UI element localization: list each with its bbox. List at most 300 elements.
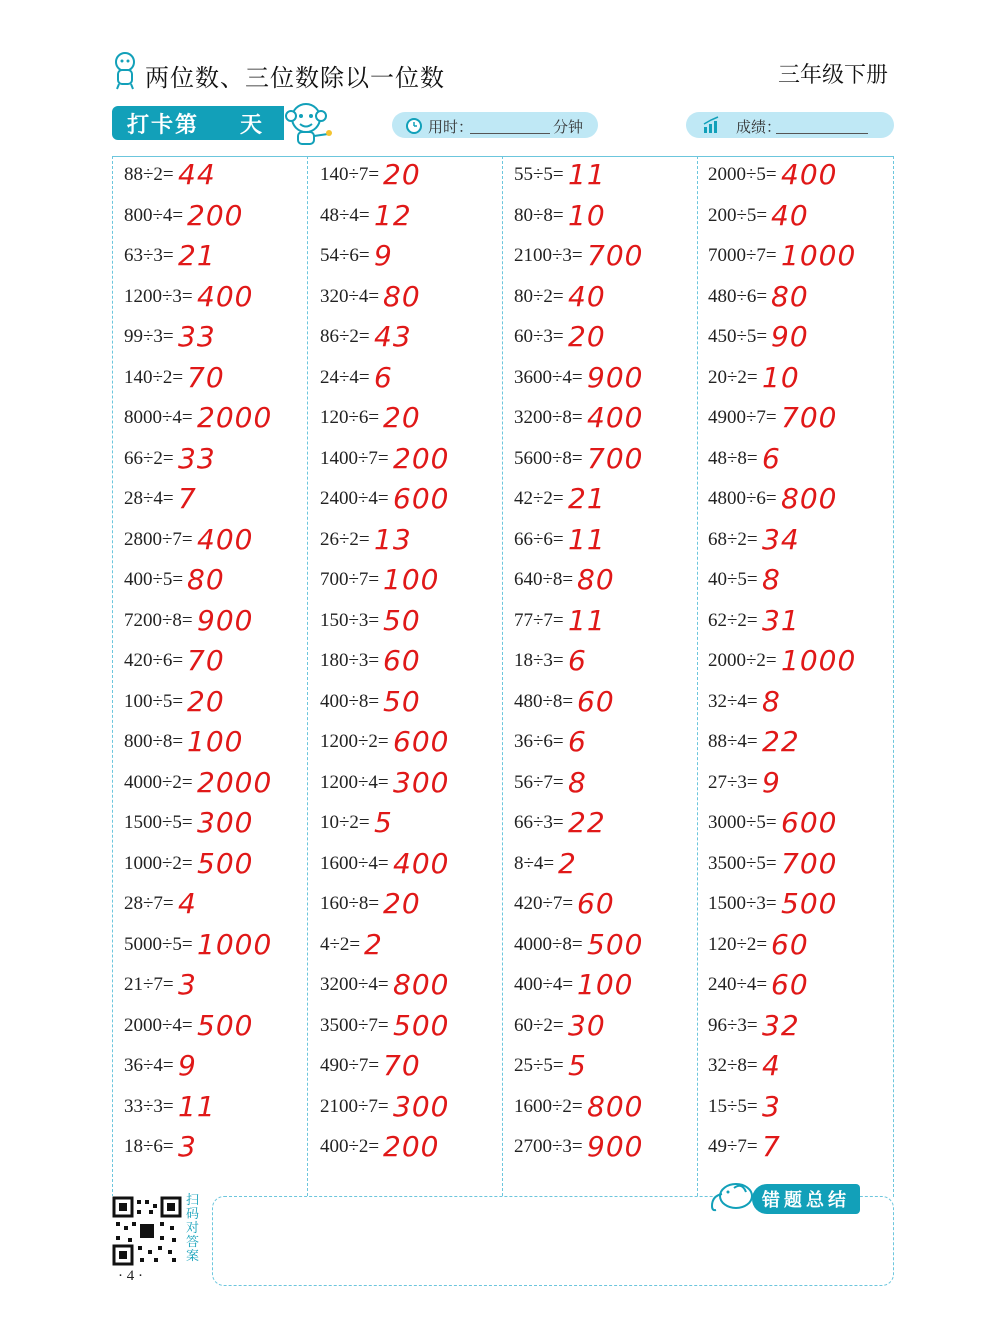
handwritten-answer: 500 [393, 1008, 450, 1042]
exercise-row [124, 563, 318, 604]
handwritten-answer: 400 [587, 401, 644, 434]
exercise-row [320, 158, 514, 199]
handwritten-answer: 60 [771, 968, 809, 1001]
exercise-row [708, 968, 902, 1009]
handwritten-answer: 1000 [781, 644, 857, 677]
scan-for-answers-label: 扫码对答案 [186, 1193, 200, 1264]
exercise-row [514, 442, 708, 483]
division-question: 32÷8= [708, 1055, 758, 1076]
handwritten-answer: 8 [762, 684, 781, 718]
handwritten-answer: 3 [762, 1089, 781, 1123]
division-question: 63÷3= [124, 245, 174, 266]
handwritten-answer: 70 [187, 644, 225, 677]
exercise-row [514, 847, 708, 888]
division-question: 480÷6= [708, 285, 768, 307]
division-question: 320÷4= [320, 285, 380, 307]
division-question: 3500÷7= [320, 1014, 389, 1036]
handwritten-answer: 300 [393, 1089, 450, 1123]
exercise-row [514, 968, 708, 1009]
exercise-row [320, 968, 514, 1009]
exercise-row [320, 1130, 514, 1171]
division-question: 2800÷7= [124, 528, 193, 550]
exercise-row [514, 887, 708, 928]
handwritten-answer: 800 [587, 1089, 644, 1123]
exercise-row [514, 1090, 708, 1131]
handwritten-answer: 33 [178, 320, 216, 353]
exercise-row [124, 199, 318, 240]
exercise-row [124, 604, 318, 645]
score-label: 成绩： [736, 118, 782, 136]
handwritten-answer: 6 [568, 644, 587, 677]
handwritten-answer: 100 [577, 968, 634, 1001]
handwritten-answer: 31 [762, 603, 800, 637]
handwritten-answer: 2 [558, 846, 577, 880]
handwritten-answer: 700 [587, 441, 644, 475]
handwritten-answer: 200 [393, 441, 450, 475]
handwritten-answer: 600 [393, 725, 450, 758]
exercise-row [320, 361, 514, 402]
division-question: 400÷8= [320, 690, 380, 712]
exercise-column-2 [320, 158, 514, 1171]
exercise-row [320, 563, 514, 604]
division-question: 28÷7= [124, 893, 174, 914]
exercise-row [320, 725, 514, 766]
exercise-row [514, 1049, 708, 1090]
handwritten-answer: 400 [197, 522, 254, 556]
handwritten-answer: 500 [197, 1008, 254, 1042]
division-question: 68÷2= [708, 528, 758, 550]
division-question: 1500÷5= [124, 812, 193, 833]
handwritten-answer: 300 [197, 806, 254, 839]
handwritten-answer: 8 [762, 563, 781, 596]
handwritten-answer: 11 [568, 158, 606, 191]
exercise-row [514, 725, 708, 766]
exercise-row [124, 361, 318, 402]
division-question: 400÷2= [320, 1136, 380, 1157]
division-question: 2400÷4= [320, 488, 389, 509]
handwritten-answer: 300 [393, 765, 450, 799]
checkin-day-suffix: 天 [240, 113, 263, 138]
division-question: 36÷6= [514, 731, 564, 752]
handwritten-answer: 60 [577, 887, 615, 920]
division-question: 18÷3= [514, 650, 564, 671]
division-question: 150÷3= [320, 609, 380, 631]
exercise-row [708, 239, 902, 280]
handwritten-answer: 70 [187, 360, 225, 394]
exercise-row [514, 401, 708, 442]
division-question: 66÷3= [514, 812, 564, 833]
exercise-row [320, 806, 514, 847]
handwritten-answer: 20 [383, 887, 421, 920]
handwritten-answer: 21 [178, 239, 216, 272]
division-question: 77÷7= [514, 609, 564, 631]
handwritten-answer: 20 [383, 158, 421, 191]
division-question: 2100÷3= [514, 245, 583, 266]
division-question: 32÷4= [708, 690, 758, 712]
handwritten-answer: 400 [197, 279, 254, 313]
division-question: 42÷2= [514, 488, 564, 509]
exercise-row [708, 847, 902, 888]
handwritten-answer: 10 [568, 198, 606, 232]
division-question: 25÷5= [514, 1055, 564, 1076]
handwritten-answer: 700 [781, 401, 838, 434]
handwritten-answer: 20 [383, 401, 421, 434]
exercise-row [320, 482, 514, 523]
division-question: 3500÷5= [708, 852, 777, 874]
division-question: 80÷8= [514, 204, 564, 226]
division-question: 420÷6= [124, 650, 184, 671]
handwritten-answer: 21 [568, 482, 606, 515]
division-question: 33÷3= [124, 1095, 174, 1117]
handwritten-answer: 1000 [197, 927, 273, 961]
division-question: 28÷4= [124, 488, 174, 509]
handwritten-answer: 80 [771, 279, 809, 313]
handwritten-answer: 700 [781, 846, 838, 880]
exercise-row [514, 928, 708, 969]
exercise-row [514, 320, 708, 361]
exercise-row [708, 482, 902, 523]
division-question: 60÷3= [514, 326, 564, 347]
division-question: 120÷2= [708, 933, 768, 955]
handwritten-answer: 60 [577, 684, 615, 718]
exercise-row [320, 644, 514, 685]
division-question: 450÷5= [708, 326, 768, 347]
handwritten-answer: 8 [568, 765, 587, 799]
division-question: 24÷4= [320, 366, 370, 388]
exercise-row [124, 523, 318, 564]
division-question: 55÷5= [514, 164, 564, 185]
division-question: 4÷2= [320, 933, 361, 955]
handwritten-answer: 13 [374, 522, 412, 556]
exercise-column-3 [514, 158, 708, 1171]
exercise-row [708, 1090, 902, 1131]
division-question: 7200÷8= [124, 609, 193, 631]
division-question: 480÷8= [514, 690, 574, 712]
handwritten-answer: 12 [374, 198, 412, 232]
exercise-row [708, 320, 902, 361]
elephant-icon [706, 1178, 756, 1214]
bar-chart-icon [702, 115, 722, 135]
exercise-row [124, 644, 318, 685]
division-question: 1500÷3= [708, 893, 777, 914]
handwritten-answer: 2 [364, 927, 383, 961]
exercise-row [320, 401, 514, 442]
handwritten-answer: 500 [197, 846, 254, 880]
handwritten-answer: 22 [762, 725, 800, 758]
handwritten-answer: 6 [762, 441, 781, 475]
division-question: 400÷5= [124, 569, 184, 590]
handwritten-answer: 11 [178, 1089, 216, 1123]
division-question: 140÷7= [320, 164, 380, 185]
division-question: 4000÷8= [514, 933, 583, 955]
time-unit: 分钟 [553, 118, 584, 136]
handwritten-answer: 5 [374, 806, 393, 839]
handwritten-answer: 900 [587, 1130, 644, 1163]
handwritten-answer: 44 [178, 158, 216, 191]
exercise-row [124, 320, 318, 361]
division-question: 26÷2= [320, 528, 370, 550]
handwritten-answer: 60 [771, 927, 809, 961]
score-input-line [776, 133, 868, 134]
handwritten-answer: 70 [383, 1049, 421, 1082]
handwritten-answer: 40 [771, 198, 809, 232]
exercise-row [124, 482, 318, 523]
division-question: 66÷6= [514, 528, 564, 550]
division-question: 160÷8= [320, 893, 380, 914]
exercise-row [320, 887, 514, 928]
exercise-row [514, 604, 708, 645]
handwritten-answer: 4 [762, 1049, 781, 1082]
exercise-row [708, 766, 902, 807]
exercise-row [320, 280, 514, 321]
division-question: 99÷3= [124, 326, 174, 347]
alarm-clock-icon [404, 115, 424, 135]
handwritten-answer: 200 [383, 1130, 440, 1163]
division-question: 80÷2= [514, 285, 564, 307]
division-question: 490÷7= [320, 1055, 380, 1076]
division-question: 1200÷2= [320, 731, 389, 752]
division-question: 15÷5= [708, 1095, 758, 1117]
division-question: 120÷6= [320, 407, 380, 428]
division-question: 20÷2= [708, 366, 758, 388]
exercise-row [320, 766, 514, 807]
exercise-row [124, 239, 318, 280]
exercise-row [320, 604, 514, 645]
division-question: 54÷6= [320, 245, 370, 266]
handwritten-answer: 800 [781, 482, 838, 515]
handwritten-answer: 20 [187, 684, 225, 718]
division-question: 700÷7= [320, 569, 380, 590]
handwritten-answer: 34 [762, 522, 800, 556]
exercise-row [124, 1009, 318, 1050]
handwritten-answer: 400 [781, 158, 838, 191]
exercise-row [708, 442, 902, 483]
handwritten-answer: 80 [577, 563, 615, 596]
exercise-row [708, 644, 902, 685]
handwritten-answer: 700 [587, 239, 644, 272]
exercise-row [124, 968, 318, 1009]
exercise-row [708, 361, 902, 402]
exercise-row [124, 685, 318, 726]
exercise-row [320, 199, 514, 240]
handwritten-answer: 43 [374, 320, 412, 353]
page-title: 两位数、三位数除以一位数 [145, 64, 445, 92]
exercise-row [708, 725, 902, 766]
mascot-small-icon [110, 50, 140, 90]
handwritten-answer: 600 [393, 482, 450, 515]
exercise-row [708, 685, 902, 726]
division-question: 4900÷7= [708, 407, 777, 428]
handwritten-answer: 33 [178, 441, 216, 475]
division-question: 10÷2= [320, 812, 370, 833]
qr-code-icon [112, 1196, 182, 1266]
division-question: 640÷8= [514, 569, 574, 590]
division-question: 3200÷8= [514, 407, 583, 428]
exercise-row [708, 928, 902, 969]
handwritten-answer: 20 [568, 320, 606, 353]
exercise-row [124, 887, 318, 928]
handwritten-answer: 6 [374, 360, 393, 394]
division-question: 420÷7= [514, 893, 574, 914]
division-question: 200÷5= [708, 204, 768, 226]
division-question: 3000÷5= [708, 812, 777, 833]
handwritten-answer: 400 [393, 846, 450, 880]
division-question: 2000÷5= [708, 164, 777, 185]
division-question: 86÷2= [320, 326, 370, 347]
handwritten-answer: 40 [568, 279, 606, 313]
exercise-row [708, 158, 902, 199]
division-question: 8÷4= [514, 852, 555, 874]
exercise-row [708, 563, 902, 604]
handwritten-answer: 60 [383, 644, 421, 677]
handwritten-answer: 4 [178, 887, 197, 920]
division-question: 36÷4= [124, 1055, 174, 1076]
exercise-row [124, 1049, 318, 1090]
division-question: 1600÷2= [514, 1095, 583, 1117]
division-question: 21÷7= [124, 974, 174, 995]
division-question: 48÷4= [320, 204, 370, 226]
checkin-label: 打卡第 [127, 113, 200, 138]
handwritten-answer: 9 [178, 1049, 197, 1082]
handwritten-answer: 50 [383, 684, 421, 718]
exercise-row [708, 1009, 902, 1050]
handwritten-answer: 500 [587, 927, 644, 961]
time-input-line [470, 133, 550, 134]
handwritten-answer: 100 [383, 563, 440, 596]
handwritten-answer: 800 [393, 968, 450, 1001]
division-question: 49÷7= [708, 1136, 758, 1157]
division-question: 240÷4= [708, 974, 768, 995]
division-question: 60÷2= [514, 1014, 564, 1036]
exercise-row [708, 604, 902, 645]
exercise-row [514, 766, 708, 807]
division-question: 5600÷8= [514, 447, 583, 469]
handwritten-answer: 600 [781, 806, 838, 839]
division-question: 140÷2= [124, 366, 184, 388]
exercise-row [514, 199, 708, 240]
exercise-row [514, 685, 708, 726]
handwritten-answer: 80 [187, 563, 225, 596]
division-question: 3600÷4= [514, 366, 583, 388]
exercise-row [514, 158, 708, 199]
exercise-row [514, 280, 708, 321]
exercise-row [320, 239, 514, 280]
exercise-row [320, 442, 514, 483]
handwritten-answer: 11 [568, 603, 606, 637]
division-question: 4000÷2= [124, 771, 193, 793]
exercise-row [124, 847, 318, 888]
exercise-row [708, 887, 902, 928]
grade-label: 三年级下册 [777, 63, 888, 88]
exercise-row [514, 1009, 708, 1050]
handwritten-answer: 9 [762, 765, 781, 799]
handwritten-answer: 100 [187, 725, 244, 758]
exercise-row [514, 239, 708, 280]
handwritten-answer: 11 [568, 522, 606, 556]
exercise-row [708, 1049, 902, 1090]
division-question: 56÷7= [514, 771, 564, 793]
exercise-row [708, 280, 902, 321]
division-question: 1000÷2= [124, 852, 193, 874]
handwritten-answer: 90 [771, 320, 809, 353]
handwritten-answer: 5 [568, 1049, 587, 1082]
division-question: 7000÷7= [708, 245, 777, 266]
handwritten-answer: 9 [374, 239, 393, 272]
handwritten-answer: 200 [187, 198, 244, 232]
exercise-row [320, 523, 514, 564]
division-question: 2700÷3= [514, 1136, 583, 1157]
exercise-row [320, 1009, 514, 1050]
handwritten-answer: 7 [178, 482, 197, 515]
handwritten-answer: 30 [568, 1008, 606, 1042]
exercise-column-1 [124, 158, 318, 1171]
exercise-row [708, 199, 902, 240]
handwritten-answer: 900 [197, 603, 254, 637]
exercise-row [708, 401, 902, 442]
exercise-row [124, 928, 318, 969]
exercise-row [320, 1090, 514, 1131]
exercise-row [514, 806, 708, 847]
division-question: 800÷4= [124, 204, 184, 226]
division-question: 2100÷7= [320, 1095, 389, 1117]
division-question: 5000÷5= [124, 933, 193, 955]
exercise-row [514, 482, 708, 523]
division-question: 48÷8= [708, 447, 758, 469]
exercise-row [320, 685, 514, 726]
handwritten-answer: 900 [587, 360, 644, 394]
division-question: 27÷3= [708, 771, 758, 793]
monkey-mascot-icon [282, 98, 334, 148]
exercise-row [514, 523, 708, 564]
handwritten-answer: 80 [383, 279, 421, 313]
division-question: 800÷8= [124, 731, 184, 752]
division-question: 88÷4= [708, 731, 758, 752]
exercise-row [514, 1130, 708, 1171]
handwritten-answer: 7 [762, 1130, 781, 1163]
exercise-row [124, 1130, 318, 1171]
exercise-row [320, 847, 514, 888]
exercise-row [124, 766, 318, 807]
exercise-row [708, 1130, 902, 1171]
division-question: 4800÷6= [708, 488, 777, 509]
division-question: 8000÷4= [124, 407, 193, 428]
handwritten-answer: 10 [762, 360, 800, 394]
handwritten-answer: 3 [178, 1130, 197, 1163]
handwritten-answer: 32 [762, 1008, 800, 1042]
exercise-row [124, 806, 318, 847]
exercise-row [708, 523, 902, 564]
exercise-row [124, 725, 318, 766]
handwritten-answer: 1000 [781, 239, 857, 272]
division-question: 1600÷4= [320, 852, 389, 874]
page-number: · 4 · [118, 1268, 143, 1284]
exercise-row [320, 1049, 514, 1090]
division-question: 180÷3= [320, 650, 380, 671]
exercise-row [514, 644, 708, 685]
division-question: 2000÷2= [708, 650, 777, 671]
division-question: 3200÷4= [320, 974, 389, 995]
exercise-row [514, 563, 708, 604]
exercise-row [124, 442, 318, 483]
handwritten-answer: 3 [178, 968, 197, 1001]
handwritten-answer: 22 [568, 806, 606, 839]
division-question: 62÷2= [708, 609, 758, 631]
mistake-summary-label: 错题总结 [762, 1190, 850, 1211]
division-question: 400÷4= [514, 974, 574, 995]
division-question: 1200÷3= [124, 285, 193, 307]
division-question: 88÷2= [124, 164, 174, 185]
division-question: 40÷5= [708, 569, 758, 590]
